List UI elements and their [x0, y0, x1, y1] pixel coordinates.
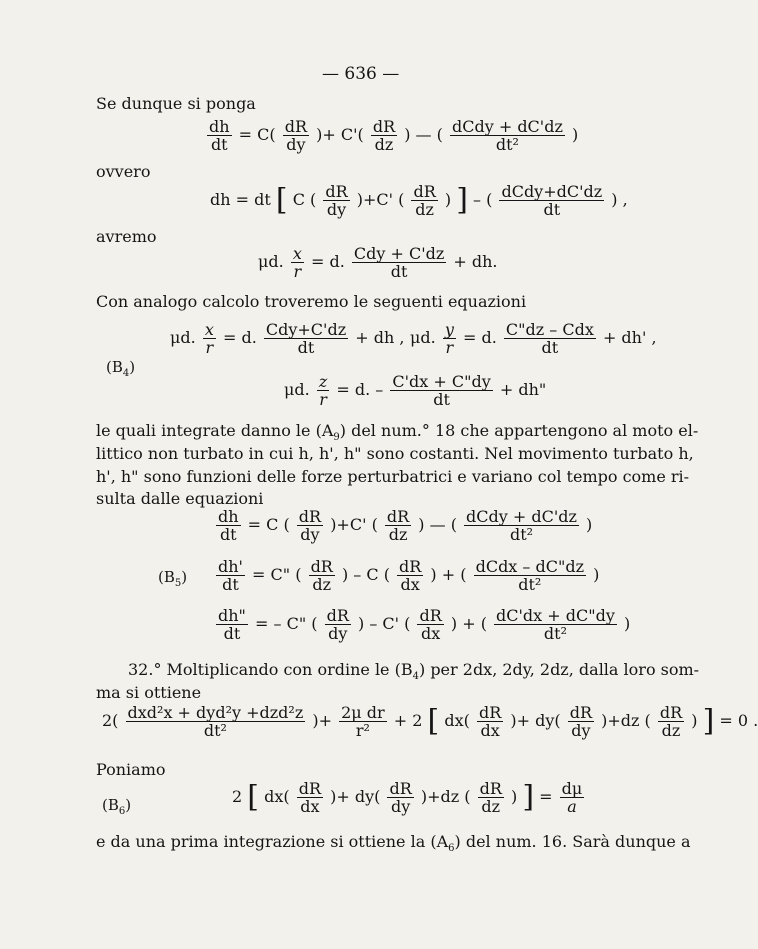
word-ovvero: ovvero: [96, 162, 151, 181]
paragraph-32-line1: 32.° Moltiplicando con ordine le $(B_4)$ per 2dx, 2dy, 2dz, dalla loro som-: [128, 660, 700, 683]
equation-2: dh = dt [ C ( $\frac{dR}{dy}$ )+C' ( $\frac{dR}{dz}$ ) ] – ( $\frac{\text{dCdy+dC'dz}}{dt}$ ) ,: [210, 182, 628, 219]
equation-1: $\frac{dh}{dt}$ = C( $\frac{dR}{dy}$ )+ C'( $\frac{dR}{dz}$ ) — ( $\frac{\text{dCdy + dC'dz}}{\text{dt²}}$ ): [209, 117, 579, 154]
equation-4: 2( $\frac{\text{dxd²x + dyd²y +dzd²z}}{\text{dt²}}$ )+ $\frac{\text{2μ dr}}{\text{r²}}$ + 2 [ dx( $\frac{dR}{dx}$ )+ dy( $\frac{dR}{dy}$ )+dz ( $\frac{dR}{dz}$ ) ] = 0 .: [102, 703, 758, 740]
paragraph-final: e da una prima integrazione si ottiene la $(A_6)$ del num. 16. Sarà dunque a: [96, 832, 691, 855]
equation-3: μd. $\frac{x}{r}$ = d. $\frac{\text{Cdy + C'dz}}{dt}$ + dh.: [258, 244, 498, 281]
label-b5: $(B_5)$: [158, 568, 188, 589]
paragraph-intro: Se dunque si ponga: [96, 94, 256, 113]
paragraph-analogo: Con analogo calcolo troveremo le seguenti equazioni: [96, 292, 527, 311]
equation-b5-1: $\frac{dh}{dt}$ = C ( $\frac{dR}{dy}$ )+C' ( $\frac{dR}{dz}$ ) — ( $\frac{\text{dCdy + dC'dz}}{\text{dt²}}$ ): [218, 507, 593, 544]
equation-b4-1: μd. $\frac{x}{r}$ = d. $\frac{\text{Cdy+C'dz}}{dt}$ + dh ,: [170, 320, 405, 357]
paragraph-integrate-line2: littico non turbato in cui h, h', h" sono costanti. Nel movimento turbato h,: [96, 444, 694, 463]
equation-b4-3: μd. $\frac{z}{r}$ = d. – $\frac{C'dx + C"dy}{dt}$ + dh": [284, 372, 547, 409]
paragraph-integrate-line1: le quali integrate danno le $(A_9)$ del num.° 18 che appartengono al moto el-: [96, 421, 699, 444]
page-number: — 636 —: [322, 64, 400, 84]
equation-b6: 2 [ dx( $\frac{dR}{dx}$ )+ dy( $\frac{dR}{dy}$ )+dz ( $\frac{dR}{dz}$ ) ] = $\frac{d\mu}{a}$: [232, 779, 583, 816]
label-b4: $(B_4)$: [106, 358, 136, 379]
paragraph-integrate-line4: sulta dalle equazioni: [96, 489, 264, 508]
paragraph-32-line2: ma si ottiene: [96, 683, 202, 702]
equation-b5-2: $\frac{dh'}{dt}$ = C" ( $\frac{dR}{dz}$ ) – C ( $\frac{dR}{dx}$ ) + ( $\frac{\text{dCdx – dC"dz}}{\text{dt²}}$ ): [218, 557, 600, 594]
equation-b5-3: $\frac{dh"}{dt}$ = – C" ( $\frac{dR}{dy}$ ) – C' ( $\frac{dR}{dx}$ ) + ( $\frac{dC'dx + dC"dy}{\text{dt²}}$ ): [218, 606, 631, 643]
paragraph-integrate-line3: h', h" sono funzioni delle forze perturbatrici e variano col tempo come ri-: [96, 467, 690, 486]
equation-b4-2: μd. $\frac{y}{r}$ = d. $\frac{\text{C"dz – Cdx}}{dt}$ + dh' ,: [410, 320, 657, 357]
fraction: $\frac{dh}{dt}$: [209, 117, 230, 154]
word-poniamo: Poniamo: [96, 760, 166, 779]
word-avremo: avremo: [96, 227, 157, 246]
label-b6: $(B_6)$: [102, 796, 132, 817]
